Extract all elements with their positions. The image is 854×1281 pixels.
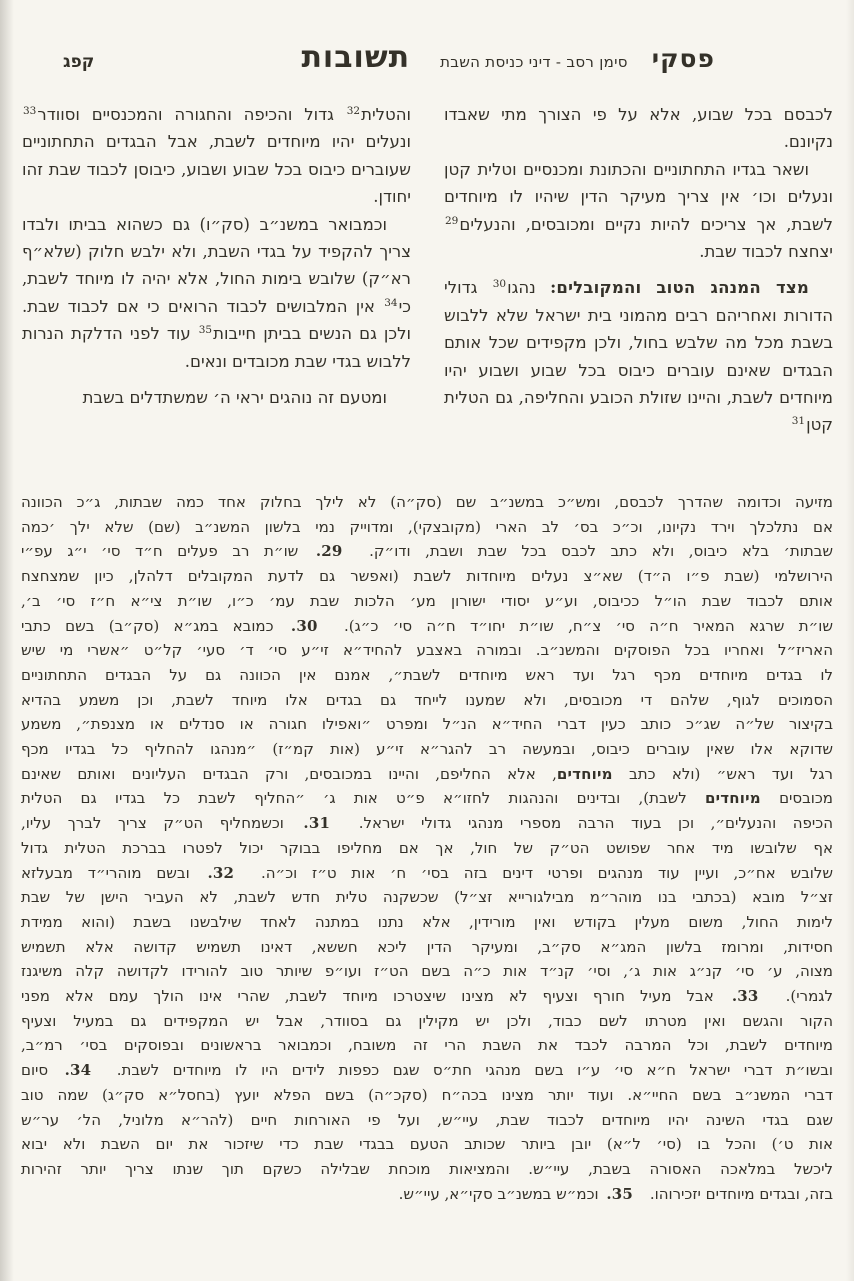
footnote-line: הסמוכים לגוף, שלהם די מכובסים, ולא שמענו לייחד גם בגדים אלו מיוחד לשבת, וכן משמע בהדיא [21, 690, 833, 709]
footnote-line: לימות החול, משום מעלין בקודש ואין מורידין, אלא נתנו במתנה לאחד שילבשנו בשבת (והוא ממידת [21, 912, 833, 931]
paragraph: וכמבואר במשנ״ב (סק״ו) גם כשהוא בביתו ולבדו צריך להקפיד על בגדי השבת, ולא ילבש חלוק (שלא״ף רא״ק) שלובש בימות החול, אלא יהיה לו מיוחד לשבת, כי$^{34}$ אין המלבושים לכבוד הרואים כי אם לכבוד שבת. ולכן גם הנשים בביתן חייבות$^{35}$ עוד לפני הדלקת הנרות ללבוש בגדי שבת מכובדים ונאים. [22, 214, 412, 371]
footnote-line: מצוה, ע׳ סי׳ קנ״ג אות ג׳, וסי׳ קנ״ד אות כ״ה בשם הט״ז ועו״פ שיותר טוב להורידו לקדושה קלה משיגנז [21, 962, 833, 981]
footnote-line: לו בגדים מיוחדים מכף רגל ועד ראש מיוחדים לשבת״, אמנם אין הכוונה גם על הבגדים התחתוניים [21, 665, 833, 684]
footnote-ref-marker: 31 [791, 415, 806, 428]
footnote-line: מכובסים מיוחדים לשבת), ובדינים והנהגות לחזו״א פ״ט אות ג׳ ״החליף לשבת כל בגדיו גם הטלית [21, 789, 833, 808]
footnote-line: אותם לכבוד שבת הו״ל ככיבוס, וע״ע יסודי ישורון מע׳ הלכות שבת עמ׳ כ״ו, שו״ת צי״א ח״ז סי׳ ב׳, [21, 591, 833, 610]
footnote-line: שדוקא אלו שאין עוברים כיבוס, ובמעשה רב להגר״א זי״ע (אות קמ״ז) ״מנהגו להחליף כל בגדיו מכף [21, 740, 833, 759]
footnote-line: אם נתלכלך וירד נקיונו, וכ״כ בס׳ לב הארי (מקובצקי), ומדוייק נמי בלשון המשנ״ב (שם) שלא ילך ׳כמה [21, 517, 833, 536]
paragraph: מצד המנהג הטוב והמקובלים: נהגו$^{30}$ גדולי הדורות ואחריהם רבים מהמוני בית ישראל שלא ללבוש בשבת מכל מה שלבש בחול, ולכן מקפידים שכל אותם הבגדים שאינם עוברים כיבוס בכל שבוע ושבוע יהיו מיוחדים לשבת, והיינו שזולת הכובע והחליפה, גם הטלית קטן$^{31}$ [444, 278, 833, 435]
paragraph: ושאר בגדיו התחתוניים והכתונת ומכנסיים וטלית קטן ונעלים וכו׳ אין צריך מעיקר הדין שיהיו לו מיוחדים לשבת, אך צריכים להיות נקיים ומכובסים, והנעלים$^{29}$ יצחצח לכבוד שבת. [444, 159, 833, 262]
paragraph: לכבסם בכל שבוע, אלא על פי הצורך מתי שאבדו נקיונם. [444, 105, 833, 152]
footnotes-section [21, 490, 833, 1206]
main-text [21, 101, 833, 463]
footnote-number: 30. [290, 616, 318, 635]
footnote-line: הכיפה והנעלים״, וכן בעוד הרבה מספרי מנהגי גדולי ישראל. 31. וכשמחליף הט״ק צריך לברך עליו, [21, 814, 833, 833]
footnote-line: אות ט׳) והכל בו (סי׳ ל״א) יובן ביותר שכותב הטעם בבגדי שבת כדי שיזכור את יום השבת ולא יבוא [21, 1135, 833, 1154]
footnote-number: 34. [64, 1061, 92, 1080]
footnote-line: בקיצור של״ה שג״כ כותב כעין דברי החיד״א הנ״ל ומפרט ״ואפילו חגורה או סנדלים או מצנפת״, משמע [21, 715, 833, 734]
column-left [22, 101, 411, 463]
footnote-number: 35. [606, 1184, 634, 1203]
footnote-ref-marker: 33 [23, 105, 37, 117]
footnote-line: הקור והגשם ואין מטרתו לשם כבוד, ולכן יש מקילין גם בסוודר, אבל יש המקפידים גם במעיל וצעיף [21, 1011, 833, 1030]
footnote-line: חסידות, ומרומז בלשון המג״א סק״ב, ומעיקר הדין ליכא חששא, דאינו תשמיש קדושה אלא תשמיש [21, 937, 833, 956]
chapter-heading: סימן רסב - דיני כניסת השבת [440, 53, 628, 71]
footnote-line: דברי המשנ״ב בשם החיי״א. ועוד יותר מצינו בכה״ח (סקכ״ה) בשם הפלא יועץ (בחסל״א סק״ג) שמה טוב [21, 1085, 833, 1104]
footnote-ref-marker: 30 [492, 278, 507, 291]
footnote-number: 29. [315, 542, 343, 561]
footnote-line: אף שלובשו מיד אחר שפושט הט״ק של חול, אך אם מחליפו בבוקר יכול לפטרו בברכת הטלית גדול [21, 838, 833, 857]
footnote-line: האריז״ל ואחריו בכל הפוסקים והמשנ״ב. ובמורה באצבע להחיד״א זי״ע סי׳ ד׳ סעי׳ קל״ט ״אשרי מי שיש [21, 641, 833, 660]
paragraph: ומטעם זה נוהגים יראי ה׳ שמשתדלים בשבת [82, 388, 387, 408]
footnote-line: רגל ועד ראש״ (ולא כתב מיוחדים, אלא החליפם, והיינו במכובסים, ורק הבגדים העליונים ואותם שאינם [21, 764, 833, 783]
footnote-number: 32. [207, 863, 235, 882]
footnote-number: 31. [303, 814, 331, 833]
bold-text: מיוחדים [705, 789, 761, 808]
footnote-ref-marker: 34 [384, 296, 398, 309]
footnote-line: הירושלמי (שבת פ״ו ה״ד) שא״צ נעלים מיוחדות לשבת (ואפשר גם לדעת המקובלים דלהלן, כיון שמצחצח [21, 567, 833, 586]
bold-text: מצד המנהג הטוב והמקובלים: [550, 278, 810, 298]
footnote-line: בזה, ובגדים מיוחדים יזכירוהו. 35. וכמ״ש במשנ״ב סקי״א, עיי״ש. [398, 1184, 833, 1203]
footnote-line: שבתות׳ בלא כיבוס, ולא כתב לכבס בכל שבת ושבת, ודו״ק. 29. שו״ת רב פעלים ח״ד סי׳ י״ג עפ״י [21, 542, 833, 561]
footnote-ref-marker: 29 [445, 214, 459, 227]
footnote-ref-marker: 35 [198, 324, 213, 337]
book-title-part-right: פסקי [651, 44, 715, 73]
running-header [21, 40, 833, 75]
footnote-line: שו״ת שרגא המאיר ח״ה סי׳ צ״ח, שו״ת יחו״ד ח״ה סי׳ כ״ג). 30. כמובא במג״א (סק״ב) בשם כתבי [21, 616, 833, 635]
footnote-line: שגם בגדי השינה יהיו מיוחדים לכבוד שבת, עיי״ש, ועל פי האורחות חיים (להר״א מלוניל, הל׳ ער״ש [21, 1110, 833, 1129]
book-title-part-left: תשובות [301, 40, 411, 75]
footnote-line: ובשו״ת דברי ישראל ח״א סי׳ ע״ו בשם מנהגי חת״ס שגם כפפות לידים היו לו מיוחדים לשבת. 34. סיום [21, 1061, 833, 1080]
footnote-line: זצ״ל מובא (בכתבי בנו מוהר״מ מבילגורייא זצ״ל) שכשקנה טלית חדש לשבת, לא העביר הישן של שבת [21, 888, 833, 907]
bold-text: מיוחדים [556, 764, 613, 783]
footnote-line: לגמרי). 33. אבל מעיל חורף וצעיף לא מצינו שיצטרכו מיוחד לשבת, שהרי אינו הולך עמם אלא מפני [21, 987, 833, 1006]
footnote-line: שלובש אח״כ, ועיין עוד מנהגים ופרטי דינים בזה בסי׳ ח׳ אות ט״ז וכ״ה. 32. ובשם מוהרי״ד מבעלזא [21, 863, 833, 882]
footnote-line: ליכשל במלאכה האסורה בשבת, עיי״ש. והמציאות מוכחת שבלילה כשקם תוך שנתו צריך יותר זהירות [21, 1159, 833, 1178]
footnote-line: מיוחדים לשבת, וכל המרבה לכבד את השבת הרי זה משובח, וכמבואר בראשונים ובפוסקים בסי׳ רמ״ב, [21, 1036, 833, 1055]
footnote-ref-marker: 32 [346, 105, 361, 117]
paragraph: והטלית$^{32}$ גדול והכיפה והחגורה והמכנסיים וסוודר$^{33}$ ונעלים יהיו מיוחדים לשבת, אבל הבגדים התחתוניים שעוברים כיבוס בכל שבוע ושבוע, כיבוסן לכבוד שבת זהו יחודן. [22, 105, 411, 207]
column-right [444, 101, 833, 463]
page-number: קפג [63, 52, 95, 72]
footnote-number: 33. [731, 987, 759, 1006]
footnote-line: מזיעה וכדומה שהדרך לכבסם, ומש״כ במשנ״ב שם (סק״ה) לא לילך בחלוק אחד כמה שבתות, ג״כ הכוונה [21, 493, 833, 511]
